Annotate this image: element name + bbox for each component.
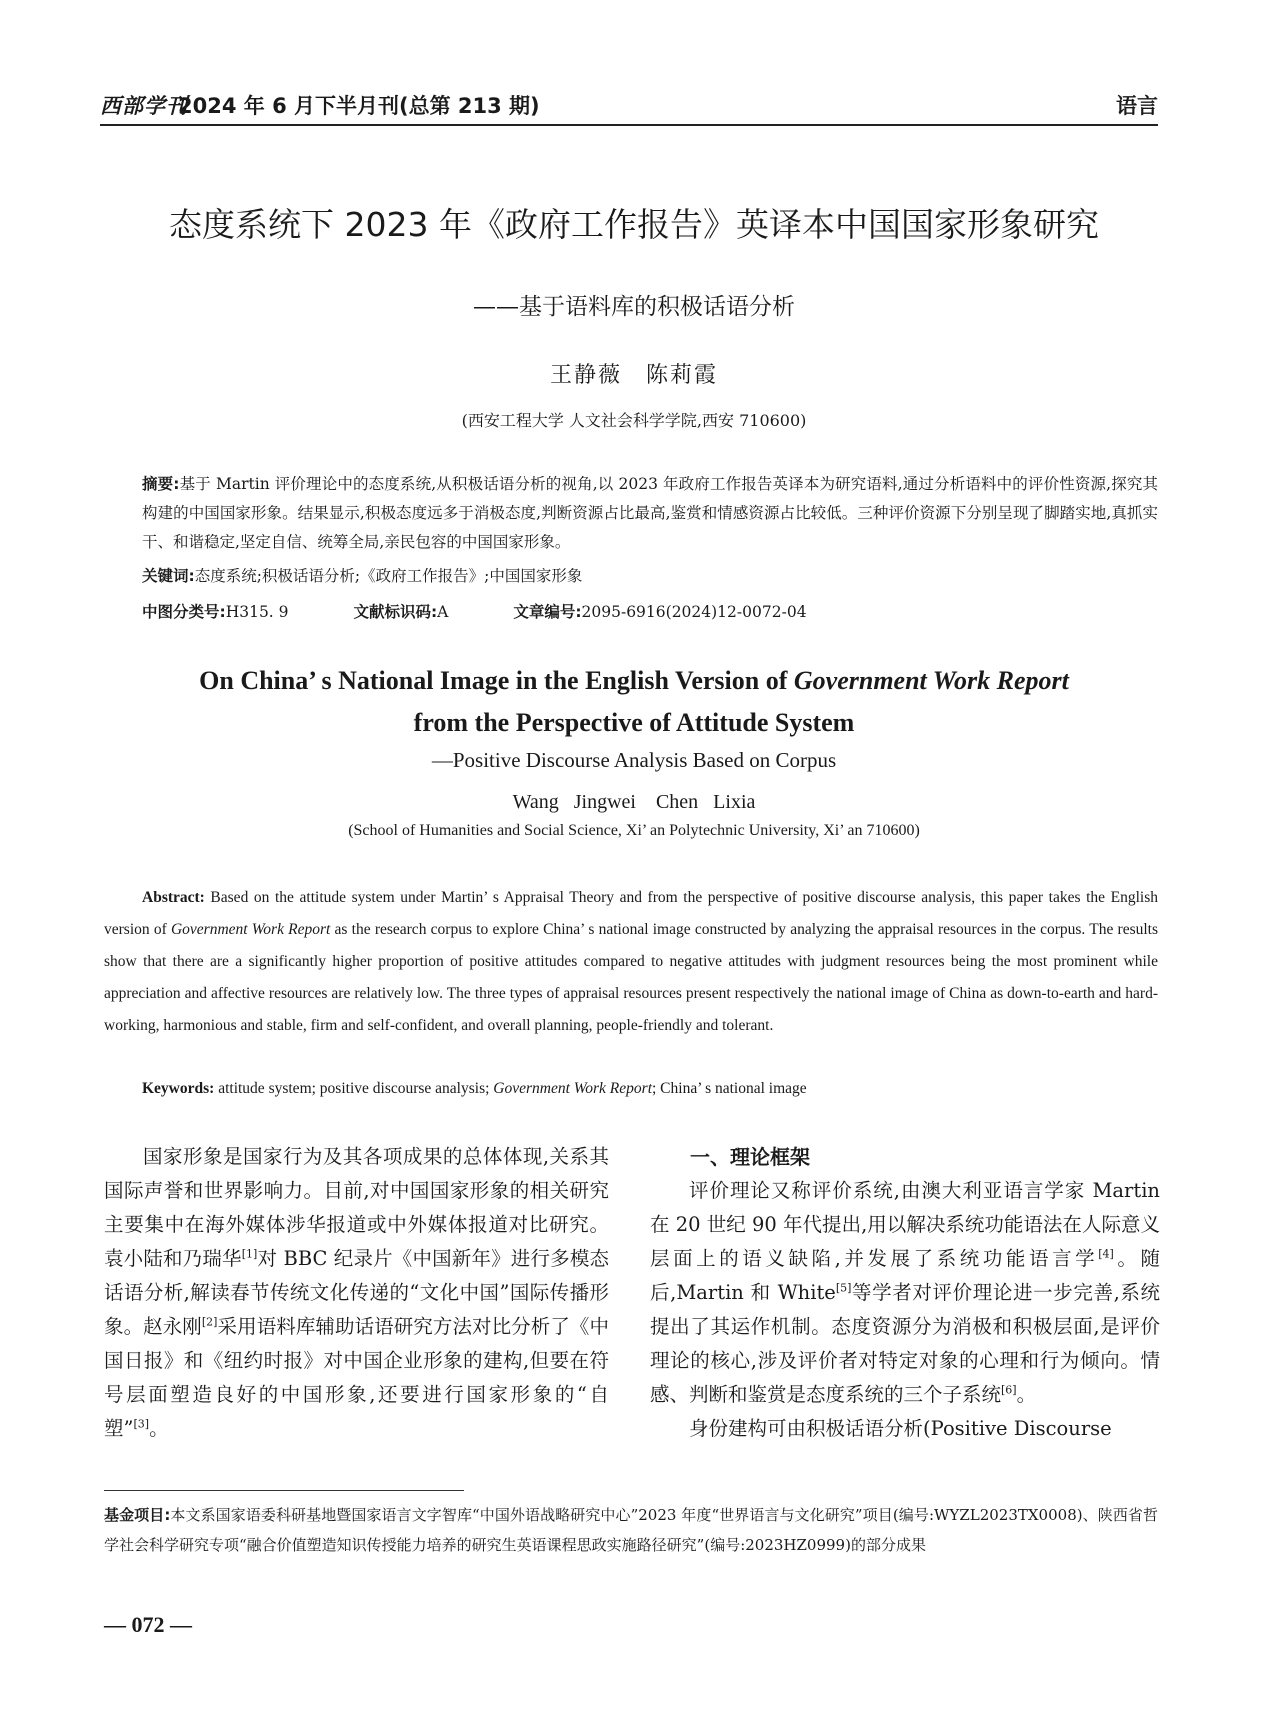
doc-code-value: A: [437, 603, 449, 621]
title-cn: 态度系统下 2023 年《政府工作报告》英译本中国国家形象研究: [169, 205, 1099, 244]
affiliation-cn: (西安工程大学 人文社会科学学院,西安 710600): [461, 411, 807, 430]
authors-cn: 王静薇 陈莉霞: [549, 363, 718, 388]
body-column-right: [650, 1140, 1160, 1446]
running-header: [100, 90, 1158, 126]
doc-code-label: 文献标识码:: [353, 603, 438, 621]
keywords-cn-label: 关键词:: [142, 567, 195, 585]
journal-logo: 西部学刊: [100, 93, 188, 118]
page-number: — 072 —: [104, 1612, 192, 1637]
citation-ref: [2]: [201, 1315, 218, 1329]
body-text: 等学者对评价理论进一步完善,系统提出了其运作机制。态度资源分为消极和积极层面,是评价理论的核心,涉及评价者对特定对象的心理和行为倾向。情感、判断和鉴赏是态度系统的三个子系统: [650, 1281, 1160, 1406]
classification-row: [142, 598, 1158, 626]
keywords-cn: [142, 562, 1158, 590]
body-text: 评价理论又称评价系统,由澳大利亚语言学家 Martin 在 20 世纪 90 年代提出,用以解决系统功能语法在人际意义层面上的语义缺陷,并发展了系统功能语言学: [650, 1179, 1160, 1270]
footnote-rule: [104, 1490, 464, 1491]
body-text: 。: [149, 1417, 169, 1440]
keywords-en-text1: attitude system; positive discourse analysis;: [214, 1080, 494, 1097]
body-text: 。随后,Martin 和 White: [650, 1247, 1160, 1304]
body-paragraph: [104, 1140, 609, 1446]
keywords-en-italic: Government Work Report: [493, 1080, 652, 1097]
keywords-cn-text: 态度系统;积极话语分析;《政府工作报告》;中国国家形象: [194, 567, 583, 585]
citation-ref: [3]: [133, 1417, 150, 1431]
title-en: [60, 660, 1208, 744]
section-heading: 一、理论框架: [690, 1145, 810, 1169]
footnote-text: 本文系国家语委科研基地暨国家语言文字智库“中国外语战略研究中心”2023 年度“世界语言与文化研究”项目(编号:WYZL2023TX0008)、陕西省哲学社会科学研究专项“融合价值塑造知识传授能力培养的研究生英语课程思政实施路径研究”(编号:2023HZ0999)的部分成果: [104, 1506, 1158, 1554]
abstract-en-text1: Based on the attitude system under Martin’ s Appraisal Theory and from the perspective of positive discourse analysis, this paper takes the English version of: [104, 889, 1158, 938]
clc-label: 中图分类号:: [142, 603, 226, 621]
title-en-part2: from the Perspective of Attitude System: [413, 708, 855, 737]
section-tag: 语言: [1116, 94, 1158, 118]
clc-value: H315. 9: [225, 603, 289, 621]
abstract-en: [104, 882, 1158, 1042]
issue-info: 2024 年 6 月下半月刊(总第 213 期): [178, 94, 540, 118]
abstract-en-italic: Government Work Report: [170, 921, 331, 938]
abstract-en-label: Abstract:: [142, 889, 205, 906]
keywords-en-label: Keywords:: [142, 1080, 215, 1097]
affiliation-en: (School of Humanities and Social Science, Xi’ an Polytechnic University, Xi’ an 710600): [348, 822, 920, 839]
citation-ref: [5]: [835, 1281, 852, 1295]
article-number-value: 2095-6916(2024)12-0072-04: [581, 603, 807, 621]
citation-ref: [1]: [241, 1247, 258, 1261]
article-number-item: [513, 603, 806, 621]
body-text: 对 BBC 纪录片《中国新年》进行多模态话语分析,解读春节传统文化传递的“文化中国”国际传播形象。赵永刚: [104, 1247, 609, 1338]
citation-ref: [6]: [1001, 1383, 1017, 1397]
body-text: 。: [1016, 1383, 1037, 1406]
body-text: 采用语料库辅助话语研究方法对比分析了《中国日报》和《纽约时报》对中国企业形象的建构,但要在符号层面塑造良好的中国形象,还要进行国家形象的“自塑”: [104, 1315, 609, 1440]
clc-item: [142, 603, 289, 621]
body-paragraph: [650, 1174, 1160, 1412]
citation-ref: [4]: [1098, 1247, 1114, 1261]
subtitle-en: —Positive Discourse Analysis Based on Corpus: [431, 748, 837, 772]
abstract-cn-label: 摘要:: [142, 475, 180, 493]
body-text: 国家形象是国家行为及其各项成果的总体体现,关系其国际声誉和世界影响力。目前,对中国国家形象的相关研究主要集中在海外媒体涉华报道或中外媒体报道对比研究。袁小陆和乃瑞华: [104, 1145, 609, 1270]
authors-en: Wang Jingwei Chen Lixia: [512, 791, 756, 813]
keywords-en-text2: ; China’ s national image: [652, 1080, 807, 1097]
abstract-cn: [142, 470, 1158, 557]
body-column-left: [104, 1140, 609, 1446]
footnote: [104, 1500, 1158, 1560]
abstract-cn-text: 基于 Martin 评价理论中的态度系统,从积极话语分析的视角,以 2023 年政府工作报告英译本为研究语料,通过分析语料中的评价性资源,探究其构建的中国国家形象。结果显示,积极态度远多于消极态度,判断资源占比最高,鉴赏和情感资源占比较低。三种评价资源下分别呈现了脚踏实地,真抓实干、和谐稳定,坚定自信、统筹全局,亲民包容的中国国家形象。: [142, 475, 1159, 551]
title-en-italic: Government Work Report: [793, 666, 1069, 695]
footnote-label: 基金项目:: [104, 1506, 171, 1524]
keywords-en: [142, 1074, 1158, 1104]
subtitle-cn: ——基于语料库的积极话语分析: [473, 294, 795, 320]
header-rule: [100, 124, 1158, 126]
article-number-label: 文章编号:: [513, 603, 582, 621]
body-paragraph: [650, 1412, 1160, 1446]
abstract-en-text2: as the research corpus to explore China’ s national image constructed by analyzing the appraisal resources in the corpus. The results show that there are a significantly higher proportion of positive attitudes compared to negative attitudes with judgment resources being the most prominent while appreciation and affective resources are relatively low. The three types of appraisal resources present respectively the national image of China as down-to-earth and hard-working, harmonious and stable, firm and self-confident, and overall planning, people-friendly and tolerant.: [104, 921, 1159, 1034]
body-text: 身份建构可由积极话语分析(Positive Discourse: [689, 1417, 1112, 1440]
doc-code-item: [353, 603, 448, 621]
title-en-part1: On China’ s National Image in the English Version of: [199, 666, 794, 695]
